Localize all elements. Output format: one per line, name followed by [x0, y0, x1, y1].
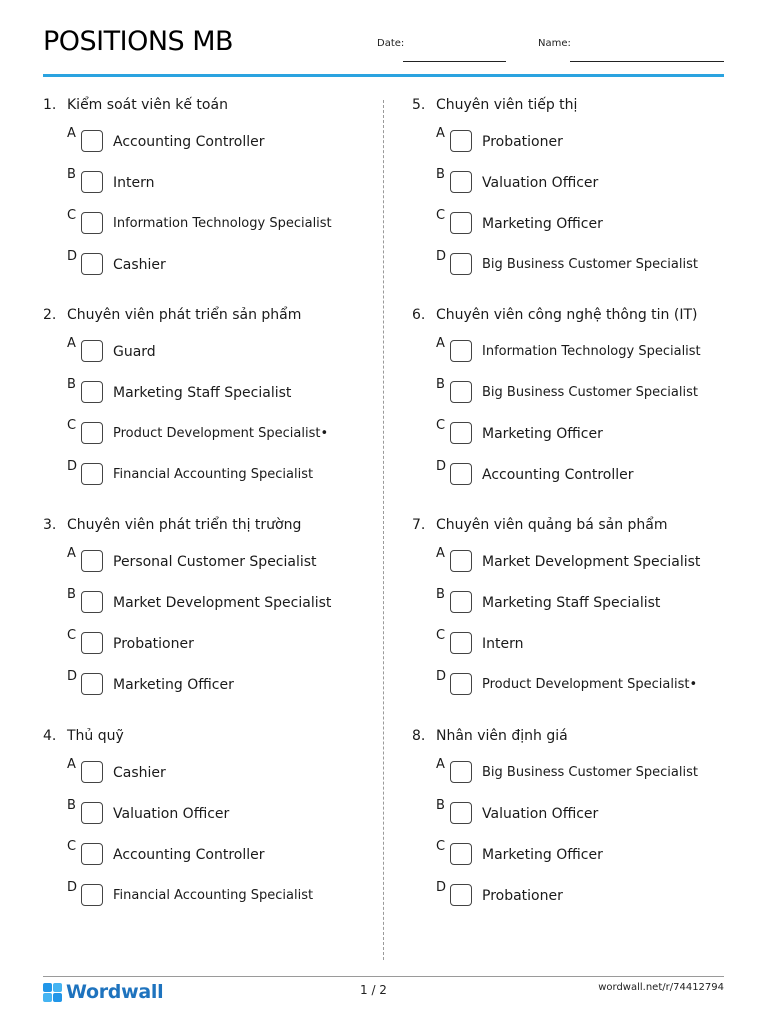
answer-option[interactable] — [436, 658, 742, 699]
answer-option[interactable] — [436, 156, 742, 197]
question-number: 5. — [412, 97, 426, 113]
answer-option[interactable] — [67, 869, 373, 910]
answer-checkbox[interactable] — [81, 761, 103, 783]
answer-checkbox[interactable] — [450, 843, 472, 865]
option-label: Probationer — [113, 636, 194, 652]
answer-checkbox[interactable] — [450, 591, 472, 613]
question-number: 6. — [412, 307, 426, 323]
answer-checkbox[interactable] — [450, 802, 472, 824]
answer-option[interactable] — [436, 828, 742, 869]
option-letter: D — [67, 249, 78, 264]
option-letter: A — [436, 757, 445, 772]
option-label: Financial Accounting Specialist — [113, 467, 314, 482]
question-text: Chuyên viên quảng bá sản phẩm — [436, 517, 668, 533]
answer-checkbox[interactable] — [450, 422, 472, 444]
question-text: Nhân viên định giá — [436, 728, 568, 744]
option-label: Marketing Staff Specialist — [113, 385, 292, 401]
answer-checkbox[interactable] — [450, 632, 472, 654]
answer-checkbox[interactable] — [81, 673, 103, 695]
option-label: Information Technology Specialist — [113, 216, 332, 231]
question-1 — [43, 95, 373, 279]
answer-checkbox[interactable] — [81, 550, 103, 572]
answer-checkbox[interactable] — [81, 884, 103, 906]
option-letter: C — [67, 208, 77, 223]
answer-checkbox[interactable] — [81, 591, 103, 613]
option-label: Market Development Specialist — [113, 595, 332, 611]
answer-option[interactable] — [67, 156, 373, 197]
option-label: Accounting Controller — [113, 134, 265, 150]
question-prompt — [412, 305, 742, 325]
wordwall-logo[interactable] — [43, 982, 163, 1002]
question-8 — [412, 726, 742, 910]
answer-checkbox[interactable] — [81, 632, 103, 654]
answer-checkbox[interactable] — [450, 340, 472, 362]
answer-checkbox[interactable] — [81, 381, 103, 403]
answer-option[interactable] — [67, 658, 373, 699]
option-letter: B — [67, 377, 76, 392]
option-label: Intern — [113, 175, 155, 191]
source-url[interactable]: wordwall.net/r/74412794 — [598, 982, 724, 993]
question-text: Chuyên viên phát triển sản phẩm — [67, 307, 302, 323]
answer-option[interactable] — [67, 617, 373, 658]
option-label: Big Business Customer Specialist — [482, 765, 698, 780]
question-3 — [43, 515, 373, 699]
answer-option[interactable] — [436, 366, 742, 407]
answer-checkbox[interactable] — [81, 463, 103, 485]
answer-checkbox[interactable] — [450, 130, 472, 152]
question-text: Chuyên viên phát triển thị trường — [67, 517, 302, 533]
question-6 — [412, 305, 742, 489]
answer-option[interactable] — [67, 746, 373, 787]
answer-checkbox[interactable] — [450, 381, 472, 403]
answer-option[interactable] — [436, 787, 742, 828]
option-letter: B — [67, 798, 76, 813]
question-prompt — [43, 95, 373, 115]
question-number: 1. — [43, 97, 57, 113]
option-letter: C — [436, 839, 446, 854]
option-label: Cashier — [113, 257, 166, 273]
option-letter: A — [67, 757, 76, 772]
option-letter: D — [67, 669, 78, 684]
column-divider — [383, 100, 384, 960]
answer-checkbox[interactable] — [81, 422, 103, 444]
option-letter: D — [436, 880, 447, 895]
question-7 — [412, 515, 742, 699]
option-letter: C — [67, 839, 77, 854]
answer-option[interactable] — [67, 115, 373, 156]
question-prompt — [43, 305, 373, 325]
option-label: Probationer — [482, 134, 563, 150]
question-5 — [412, 95, 742, 279]
option-letter: A — [67, 546, 76, 561]
option-label: Personal Customer Specialist — [113, 554, 317, 570]
answer-option[interactable] — [436, 115, 742, 156]
answer-checkbox[interactable] — [450, 212, 472, 234]
answer-checkbox[interactable] — [450, 673, 472, 695]
option-letter: D — [436, 249, 447, 264]
option-label: Marketing Officer — [482, 847, 603, 863]
option-letter: D — [436, 669, 447, 684]
option-label: Guard — [113, 344, 156, 360]
answer-option[interactable] — [436, 869, 742, 910]
option-letter: C — [436, 628, 446, 643]
option-letter: C — [436, 208, 446, 223]
answer-checkbox[interactable] — [81, 212, 103, 234]
answer-option[interactable] — [67, 238, 373, 279]
option-letter: D — [436, 459, 447, 474]
question-prompt — [412, 95, 742, 115]
question-text: Thủ quỹ — [67, 728, 124, 744]
question-number: 8. — [412, 728, 426, 744]
option-label: Intern — [482, 636, 524, 652]
option-letter: B — [436, 798, 445, 813]
question-number: 7. — [412, 517, 426, 533]
option-label: Product Development Specialist• — [113, 426, 329, 441]
question-text: Kiểm soát viên kế toán — [67, 97, 228, 113]
option-label: Marketing Officer — [482, 216, 603, 232]
answer-option[interactable] — [436, 407, 742, 448]
answer-checkbox[interactable] — [450, 171, 472, 193]
header-divider — [43, 74, 724, 77]
question-number: 4. — [43, 728, 57, 744]
footer-divider — [43, 976, 724, 977]
option-letter: C — [67, 418, 77, 433]
option-letter: C — [67, 628, 77, 643]
option-label: Probationer — [482, 888, 563, 904]
answer-option[interactable] — [67, 366, 373, 407]
option-label: Marketing Officer — [482, 426, 603, 442]
answer-option[interactable] — [436, 197, 742, 238]
answer-option[interactable] — [67, 448, 373, 489]
name-label: Name: — [538, 38, 571, 49]
option-letter: B — [436, 587, 445, 602]
option-label: Accounting Controller — [113, 847, 265, 863]
answer-checkbox[interactable] — [450, 463, 472, 485]
answer-option[interactable] — [67, 325, 373, 366]
answer-option[interactable] — [436, 325, 742, 366]
option-label: Valuation Officer — [482, 806, 599, 822]
answer-checkbox[interactable] — [450, 761, 472, 783]
worksheet-title: POSITIONS MB — [43, 26, 234, 57]
question-prompt — [43, 726, 373, 746]
question-text: Chuyên viên tiếp thị — [436, 97, 578, 113]
question-prompt — [412, 726, 742, 746]
answer-option[interactable] — [436, 617, 742, 658]
option-label: Valuation Officer — [482, 175, 599, 191]
date-field[interactable] — [403, 61, 506, 62]
option-letter: D — [67, 880, 78, 895]
answer-option[interactable] — [436, 576, 742, 617]
answer-checkbox[interactable] — [81, 802, 103, 824]
answer-option[interactable] — [436, 746, 742, 787]
answer-option[interactable] — [67, 197, 373, 238]
option-letter: C — [436, 418, 446, 433]
answer-checkbox[interactable] — [81, 253, 103, 275]
option-label: Valuation Officer — [113, 806, 230, 822]
answer-checkbox[interactable] — [450, 253, 472, 275]
option-label: Marketing Officer — [113, 677, 234, 693]
option-letter: B — [67, 167, 76, 182]
option-letter: A — [436, 336, 445, 351]
question-prompt — [412, 515, 742, 535]
option-label: Market Development Specialist — [482, 554, 701, 570]
logo-text: Wordwall — [66, 981, 164, 1003]
option-letter: B — [436, 377, 445, 392]
option-label: Information Technology Specialist — [482, 344, 701, 359]
option-letter: D — [67, 459, 78, 474]
answer-option[interactable] — [436, 535, 742, 576]
option-label: Marketing Staff Specialist — [482, 595, 661, 611]
answer-checkbox[interactable] — [450, 550, 472, 572]
option-letter: A — [436, 546, 445, 561]
option-letter: A — [436, 126, 445, 141]
question-2 — [43, 305, 373, 489]
option-label: Cashier — [113, 765, 166, 781]
option-label: Product Development Specialist• — [482, 677, 698, 692]
answer-option[interactable] — [67, 576, 373, 617]
answer-checkbox[interactable] — [81, 843, 103, 865]
answer-checkbox[interactable] — [81, 130, 103, 152]
answer-option[interactable] — [436, 238, 742, 279]
answer-checkbox[interactable] — [81, 340, 103, 362]
option-letter: A — [67, 336, 76, 351]
wordwall-grid-icon — [43, 983, 62, 1002]
option-letter: A — [67, 126, 76, 141]
answer-option[interactable] — [436, 448, 742, 489]
option-label: Financial Accounting Specialist — [113, 888, 314, 903]
option-label: Big Business Customer Specialist — [482, 385, 698, 400]
answer-option[interactable] — [67, 407, 373, 448]
answer-option[interactable] — [67, 535, 373, 576]
answer-checkbox[interactable] — [450, 884, 472, 906]
question-prompt — [43, 515, 373, 535]
answer-option[interactable] — [67, 787, 373, 828]
option-letter: B — [436, 167, 445, 182]
option-letter: B — [67, 587, 76, 602]
question-4 — [43, 726, 373, 910]
answer-checkbox[interactable] — [81, 171, 103, 193]
date-label: Date: — [377, 38, 405, 49]
answer-option[interactable] — [67, 828, 373, 869]
name-field[interactable] — [570, 61, 724, 62]
question-number: 3. — [43, 517, 57, 533]
question-number: 2. — [43, 307, 57, 323]
question-text: Chuyên viên công nghệ thông tin (IT) — [436, 307, 698, 323]
option-label: Big Business Customer Specialist — [482, 257, 698, 272]
option-label: Accounting Controller — [482, 467, 634, 483]
page-number: 1 / 2 — [360, 983, 387, 997]
